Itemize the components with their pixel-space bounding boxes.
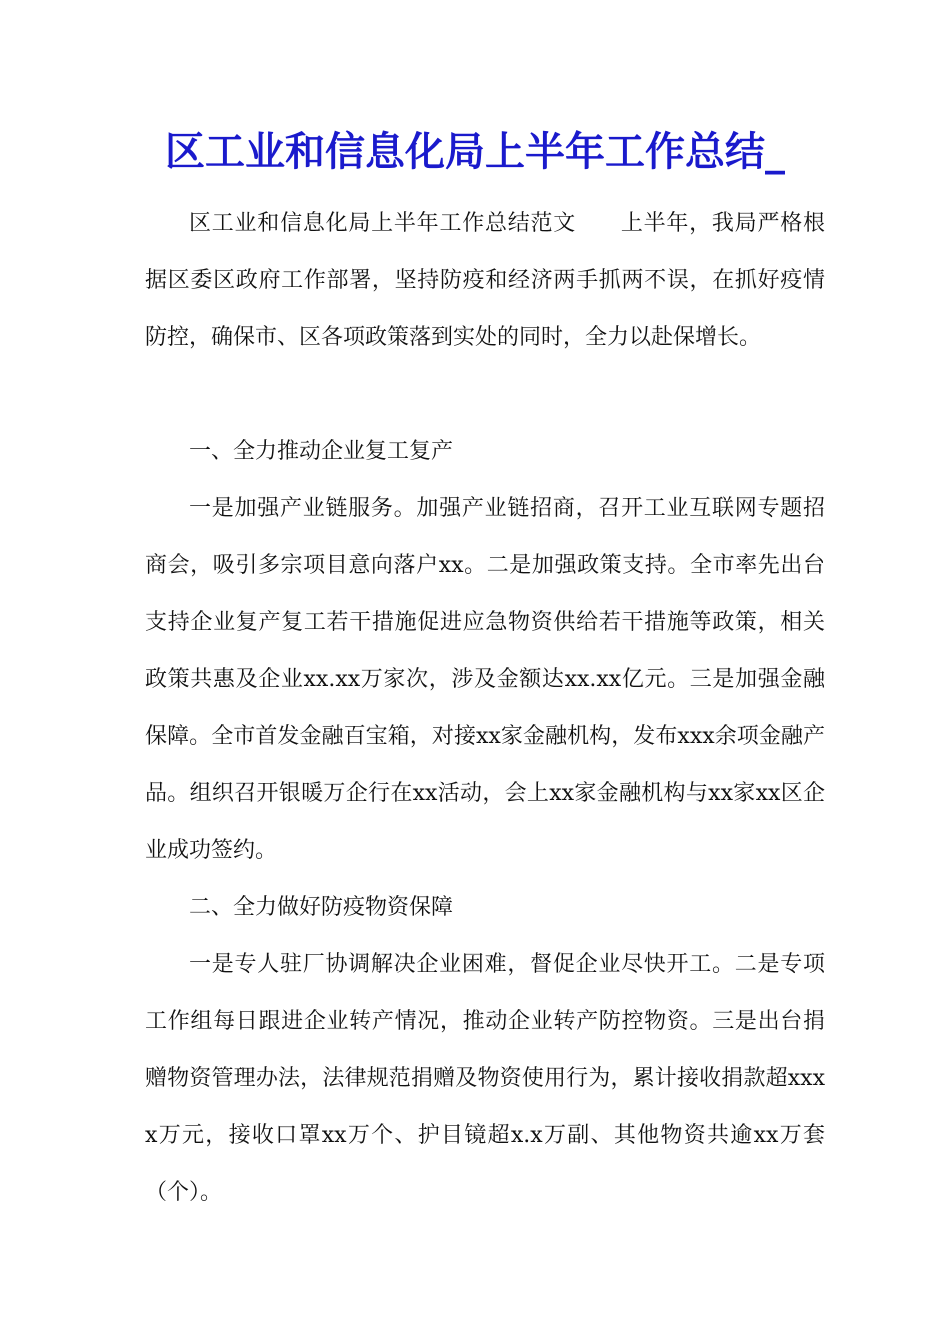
intro-lead: 区工业和信息化局上半年工作总结范文 [189, 211, 577, 236]
section-body-1: 一是加强产业链服务。加强产业链招商，召开工业互联网专题招商会，吸引多宗项目意向落户xx。二是加强政策支持。全市率先出台支持企业复产复工若干措施促进应急物资供给若干措施等政策，相关政策共惠及企业xx.xx万家次，涉及金额达xx.xx亿元。三是加强金融保障。全市首发金融百宝箱，对接xx家金融机构，发布xxx余项金融产品。组织召开银暖万企行在xx活动，会上xx家金融机构与xx家xx区企业成功签约。 [145, 496, 825, 863]
section-body-2: 一是专人驻厂协调解决企业困难，督促企业尽快开工。二是专项工作组每日跟进企业转产情况，推动企业转产防控物资。三是出台捐赠物资管理办法，法律规范捐赠及物资使用行为，累计接收捐款超xxxx万元，接收口罩xx万个、护目镜超x.x万副、其他物资共逾xx万套（个）。 [145, 952, 825, 1205]
document-body [145, 195, 825, 1221]
intro-body: 上半年，我局严格根据区委区政府工作部署，坚持防疫和经济两手抓两不误，在抓好疫情防控，确保市、区各项政策落到实处的同时，全力以赴保增长。 [145, 211, 825, 350]
section-heading-1: 一、全力推动企业复工复产 [189, 439, 454, 464]
paragraph-gap [145, 366, 825, 423]
document-title: 区工业和信息化局上半年工作总结_ [165, 128, 785, 175]
intro-paragraph [145, 195, 825, 366]
section-heading-2: 二、全力做好防疫物资保障 [189, 895, 454, 920]
